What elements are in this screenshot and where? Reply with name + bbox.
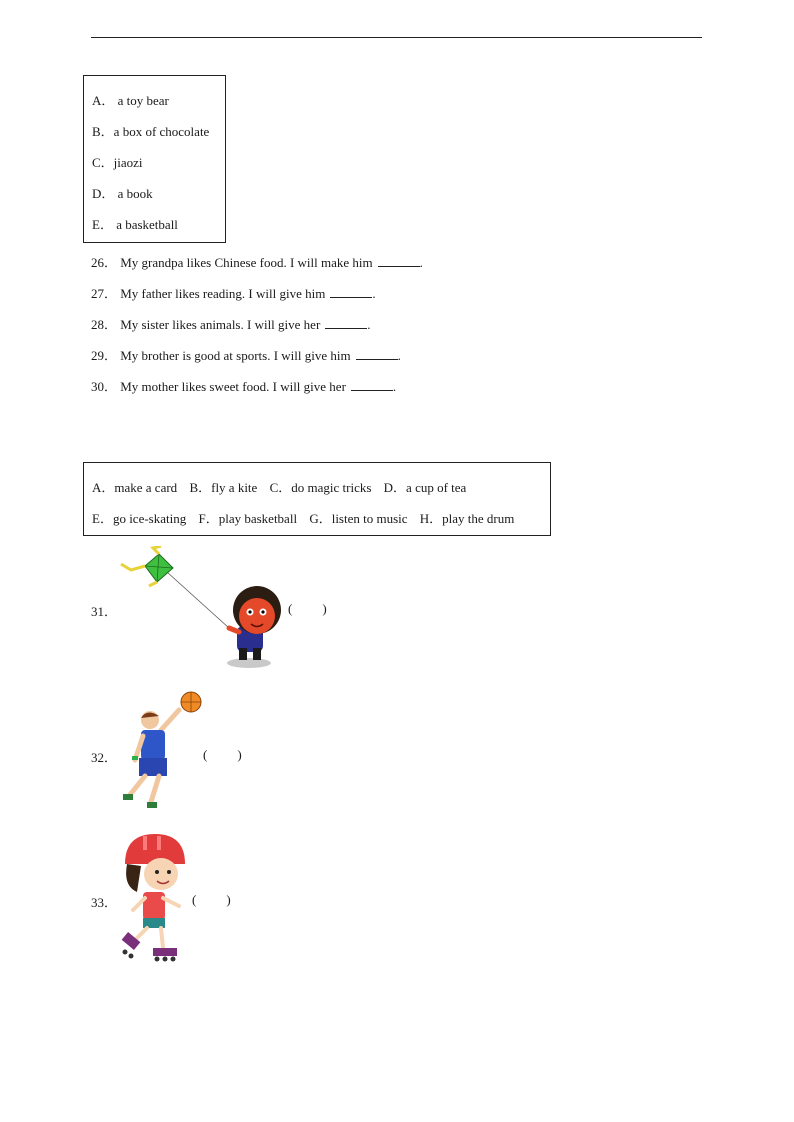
- options-box-gifts: [83, 75, 226, 243]
- answer-blank[interactable]: [330, 287, 372, 298]
- basketball-player-icon: [117, 690, 207, 816]
- paren-open: (: [288, 601, 293, 616]
- option-a: A．make a card: [92, 480, 178, 495]
- option-h: H．play the drum: [419, 511, 515, 526]
- question-29: [91, 345, 401, 364]
- option-c: C．jiaozi: [92, 155, 143, 170]
- paren-close: ): [322, 601, 327, 616]
- answer-parentheses-31[interactable]: [288, 601, 327, 617]
- option-f: F．play basketball: [198, 511, 298, 526]
- answer-blank[interactable]: [356, 349, 398, 360]
- options-row-2: [92, 508, 523, 527]
- question-27: [91, 283, 376, 302]
- question-31-number: 31．: [91, 604, 118, 619]
- option-b: B．a box of chocolate: [92, 124, 210, 139]
- boy-flying-kite-icon: [117, 546, 287, 670]
- question-33-number: 33．: [91, 895, 118, 910]
- question-end: .: [397, 348, 401, 363]
- question-end: .: [372, 286, 376, 301]
- question-text: 28． My sister likes animals. I will give her: [91, 317, 321, 332]
- header-rule: [91, 37, 702, 38]
- answer-parentheses-32[interactable]: [203, 747, 242, 763]
- answer-blank[interactable]: [378, 256, 420, 267]
- answer-blank[interactable]: [351, 380, 393, 391]
- paren-open: (: [192, 892, 197, 907]
- question-30: [91, 376, 396, 395]
- option-d: D． a book: [92, 186, 153, 201]
- options-row-1: [92, 477, 475, 496]
- option-g: G．listen to music: [309, 511, 408, 526]
- question-32-number: 32．: [91, 750, 118, 765]
- options-box-activities: [83, 462, 551, 536]
- girl-ice-skating-icon: [117, 830, 193, 968]
- paren-close: ): [237, 747, 242, 762]
- option-c: C．do magic tricks: [269, 480, 372, 495]
- question-end: .: [367, 317, 371, 332]
- paren-close: ): [226, 892, 231, 907]
- option-e: E．go ice-skating: [92, 511, 187, 526]
- paren-open: (: [203, 747, 208, 762]
- answer-blank[interactable]: [325, 318, 367, 329]
- question-end: .: [392, 379, 397, 394]
- question-26: [91, 252, 423, 271]
- option-d: D．a cup of tea: [383, 480, 467, 495]
- option-b: B．fly a kite: [189, 480, 258, 495]
- option-a: A． a toy bear: [92, 93, 169, 108]
- answer-parentheses-33[interactable]: [192, 892, 231, 908]
- option-e: E． a basketball: [92, 217, 178, 232]
- question-text: 26． My grandpa likes Chinese food. I will make him: [91, 255, 373, 270]
- question-end: .: [419, 255, 423, 270]
- question-text: 27． My father likes reading. I will give him: [91, 286, 326, 301]
- question-text: 30． My mother likes sweet food. I will give her: [91, 379, 346, 394]
- question-28: [91, 314, 371, 333]
- question-text: 29． My brother is good at sports. I will give him: [91, 348, 351, 363]
